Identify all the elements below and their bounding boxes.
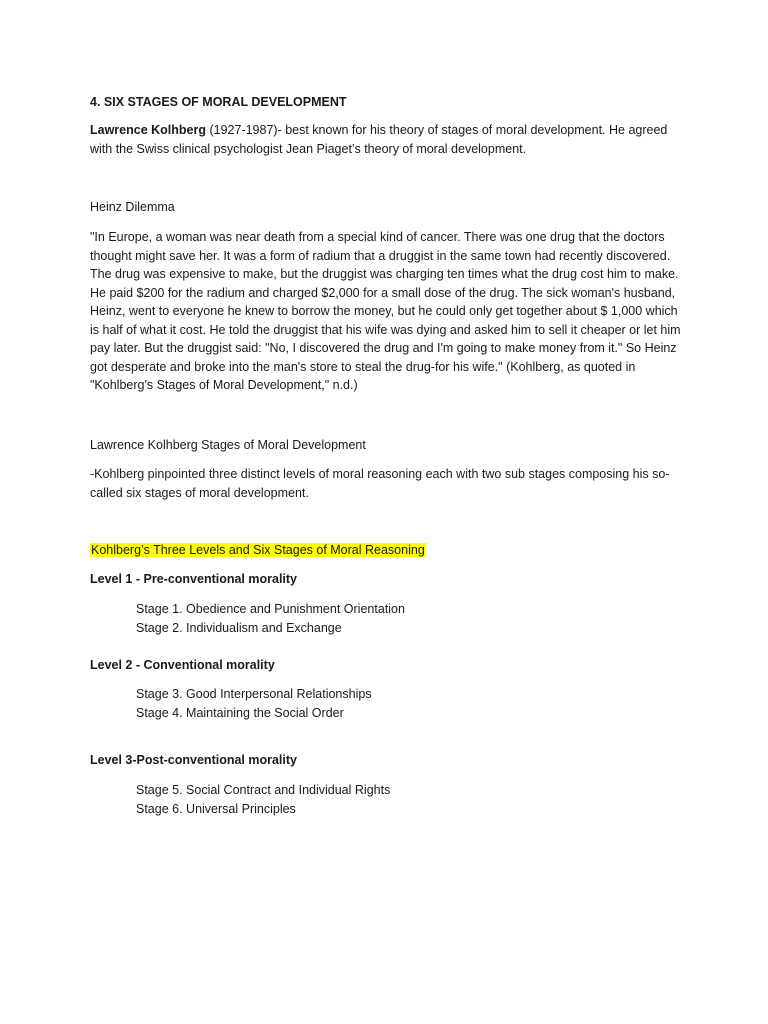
level-1-title: Level 1 - Pre-conventional morality — [90, 572, 298, 586]
stage-1: Stage 1. Obedience and Punishment Orientation — [136, 602, 405, 616]
stage-6: Stage 6. Universal Principles — [136, 802, 296, 816]
level-2-title: Level 2 - Conventional morality — [90, 658, 275, 672]
stage-5: Stage 5. Social Contract and Individual Rights — [136, 783, 391, 797]
stage-2: Stage 2. Individualism and Exchange — [136, 621, 342, 635]
stages-title: Lawrence Kolhberg Stages of Moral Development — [90, 438, 366, 452]
level-3-title: Level 3-Post-conventional morality — [90, 753, 297, 767]
author-name: Lawrence Kolhberg — [90, 123, 206, 137]
heinz-dilemma-title: Heinz Dilemma — [90, 200, 175, 214]
levels-summary: -Kohlberg pinpointed three distinct levels of moral reasoning each with two sub stages composing his so-called six stages of moral development. — [90, 467, 670, 500]
stage-3: Stage 3. Good Interpersonal Relationships — [136, 687, 372, 701]
stage-4: Stage 4. Maintaining the Social Order — [136, 706, 344, 720]
highlighted-heading: Kohlberg’s Three Levels and Six Stages of Moral Reasoning — [91, 543, 425, 557]
highlighted-heading-line — [90, 541, 682, 560]
section-heading: 4. SIX STAGES OF MORAL DEVELOPMENT — [90, 95, 347, 109]
intro-text: (1927-1987)- best known for his theory of stages of moral development. He agreed with the Swiss clinical psychologist Jean Piaget’s theory of moral development. — [90, 123, 668, 156]
intro-paragraph — [90, 121, 682, 158]
heinz-dilemma-quote: "In Europe, a woman was near death from a special kind of cancer. There was one drug that the doctors thought might save her. It was a form of radium that a druggist in the same town had recently discovered. The drug was expensive to make, but the druggist was charging ten times what the drug cost him to make. He paid $200 for the radium and charged $2,000 for a small dose of the drug. The sick woman's husband, Heinz, went to everyone he knew to borrow the money, but he could only get together about $ 1,000 which is half of what it cost. He told the druggist that his wife was dying and asked him to sell it cheaper or let him pay later. But the druggist said: "No, I discovered the drug and I'm going to make money from it." So Heinz got desperate and broke into the man's store to steal the drug-for his wife." (Kohlberg, as quoted in "Kohlberg's Stages of Moral Development," n.d.) — [90, 230, 681, 392]
